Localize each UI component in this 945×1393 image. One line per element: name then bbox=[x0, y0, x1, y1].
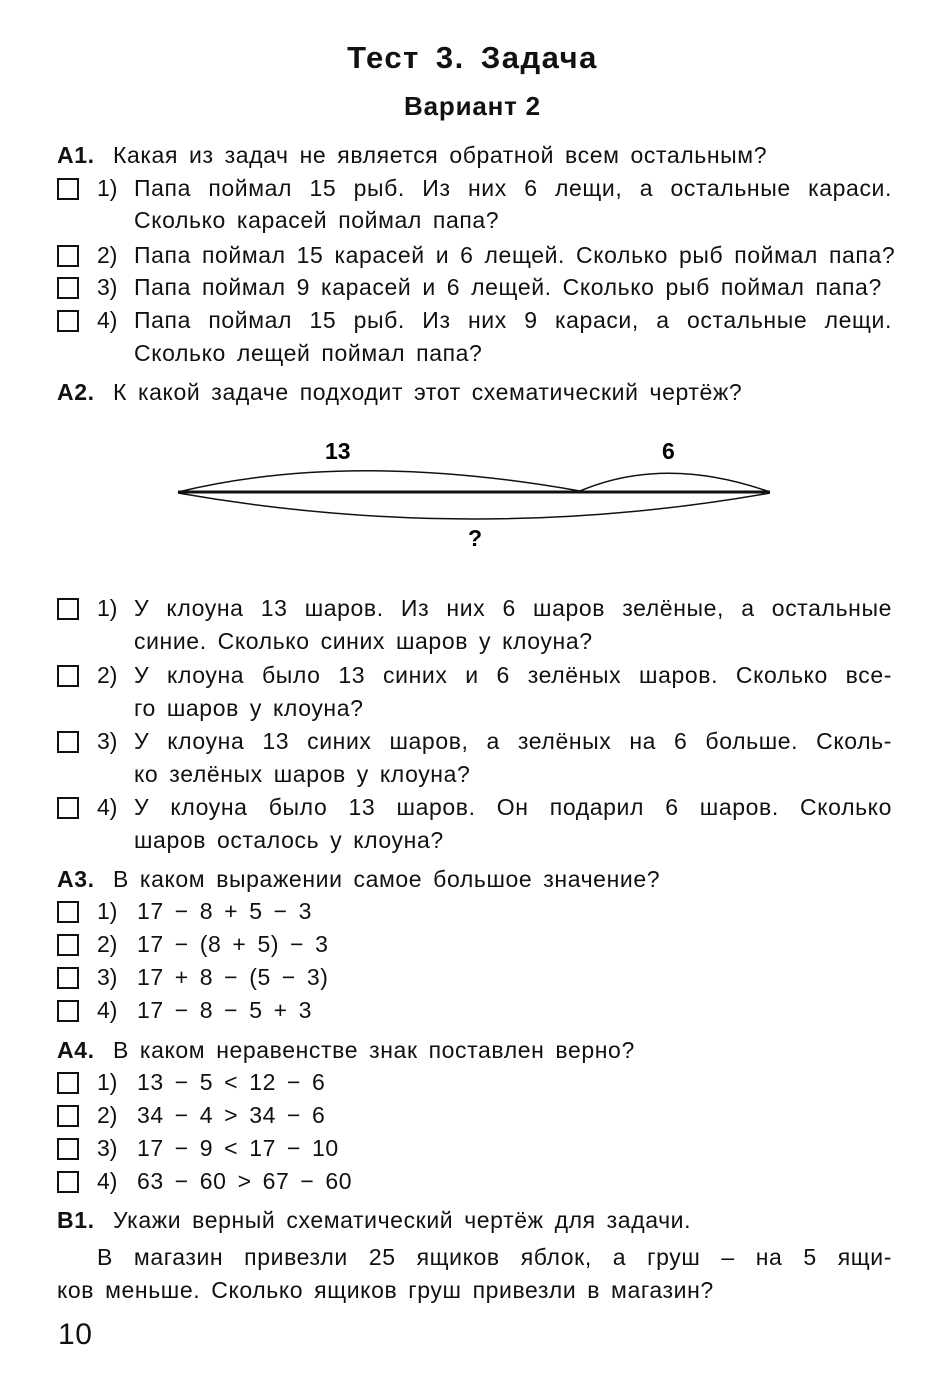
question-label: В1. bbox=[57, 1207, 95, 1233]
question-text: В каком выражении самое большое значение? bbox=[113, 866, 661, 892]
option-text-continued: ко зелёных шаров у клоуна? bbox=[134, 761, 471, 787]
question-label: А3. bbox=[57, 866, 95, 892]
option-number: 1) bbox=[97, 595, 118, 621]
question-text: К какой задаче подходит этот схематический чертёж? bbox=[113, 379, 743, 405]
option-text: 17 − 8 − 5 + 3 bbox=[137, 997, 312, 1023]
option-number: 4) bbox=[97, 307, 118, 333]
arc-6 bbox=[580, 473, 770, 492]
option-number: 2) bbox=[97, 1102, 118, 1128]
question-text: Какая из задач не является обратной всем остальным? bbox=[113, 142, 768, 168]
option-text: Папа поймал 15 рыб. Из них 6 лещи, а остальные караси. bbox=[134, 175, 892, 201]
page-title: Тест 3. Задача bbox=[347, 40, 598, 75]
question-label: А4. bbox=[57, 1037, 95, 1063]
variant-title: Вариант 2 bbox=[404, 91, 541, 121]
option-number: 3) bbox=[97, 1135, 118, 1161]
question-label: А2. bbox=[57, 379, 95, 405]
option-number: 4) bbox=[97, 794, 118, 820]
option-number: 4) bbox=[97, 997, 118, 1023]
option-text: Папа поймал 15 карасей и 6 лещей. Сколько рыб поймал папа? bbox=[134, 242, 896, 268]
option-text-continued: Сколько лещей поймал папа? bbox=[134, 340, 483, 366]
arc-13 bbox=[178, 471, 580, 492]
option-text: 17 + 8 − (5 − 3) bbox=[137, 964, 329, 990]
option-number: 3) bbox=[97, 274, 118, 300]
option-text: У клоуна 13 шаров. Из них 6 шаров зелёные, а остальные bbox=[134, 595, 892, 621]
option-number: 3) bbox=[97, 964, 118, 990]
label-13: 13 bbox=[325, 438, 351, 464]
option-text-continued: шаров осталось у клоуна? bbox=[134, 827, 444, 853]
option-text: 17 − 8 + 5 − 3 bbox=[137, 898, 312, 924]
label-6: 6 bbox=[662, 438, 675, 464]
option-number: 1) bbox=[97, 898, 118, 924]
option-number: 4) bbox=[97, 1168, 118, 1194]
option-number: 1) bbox=[97, 175, 118, 201]
option-text: У клоуна 13 синих шаров, а зелёных на 6 больше. Сколь- bbox=[134, 728, 892, 754]
option-text-continued: го шаров у клоуна? bbox=[134, 695, 364, 721]
option-text: 17 − (8 + 5) − 3 bbox=[137, 931, 329, 957]
arc-total bbox=[178, 493, 770, 519]
option-number: 3) bbox=[97, 728, 118, 754]
page-number: 10 bbox=[58, 1318, 93, 1351]
option-number: 2) bbox=[97, 931, 118, 957]
question-text: В каком неравенстве знак поставлен верно? bbox=[113, 1037, 635, 1063]
question-label: А1. bbox=[57, 142, 95, 168]
option-number: 2) bbox=[97, 662, 118, 688]
option-text: Папа поймал 15 рыб. Из них 9 караси, а остальные лещи. bbox=[134, 307, 892, 333]
label-total: ? bbox=[468, 525, 483, 551]
option-text: Папа поймал 9 карасей и 6 лещей. Сколько рыб поймал папа? bbox=[134, 274, 882, 300]
problem-text-continued: ков меньше. Сколько ящиков груш привезли в магазин? bbox=[57, 1277, 714, 1303]
option-number: 2) bbox=[97, 242, 118, 268]
option-text: 63 − 60 > 67 − 60 bbox=[137, 1168, 353, 1194]
option-text: 13 − 5 < 12 − 6 bbox=[137, 1069, 326, 1095]
option-text: У клоуна было 13 синих и 6 зелёных шаров. Сколько все- bbox=[134, 662, 892, 688]
question-text: Укажи верный схематический чертёж для задачи. bbox=[113, 1207, 692, 1233]
option-text: 17 − 9 < 17 − 10 bbox=[137, 1135, 339, 1161]
problem-text: В магазин привезли 25 ящиков яблок, а груш – на 5 ящи- bbox=[97, 1244, 892, 1270]
option-text-continued: Сколько карасей поймал папа? bbox=[134, 207, 500, 233]
option-number: 1) bbox=[97, 1069, 118, 1095]
option-text: У клоуна было 13 шаров. Он подарил 6 шаров. Сколько bbox=[134, 794, 892, 820]
option-text: 34 − 4 > 34 − 6 bbox=[137, 1102, 326, 1128]
option-text-continued: синие. Сколько синих шаров у клоуна? bbox=[134, 628, 593, 654]
